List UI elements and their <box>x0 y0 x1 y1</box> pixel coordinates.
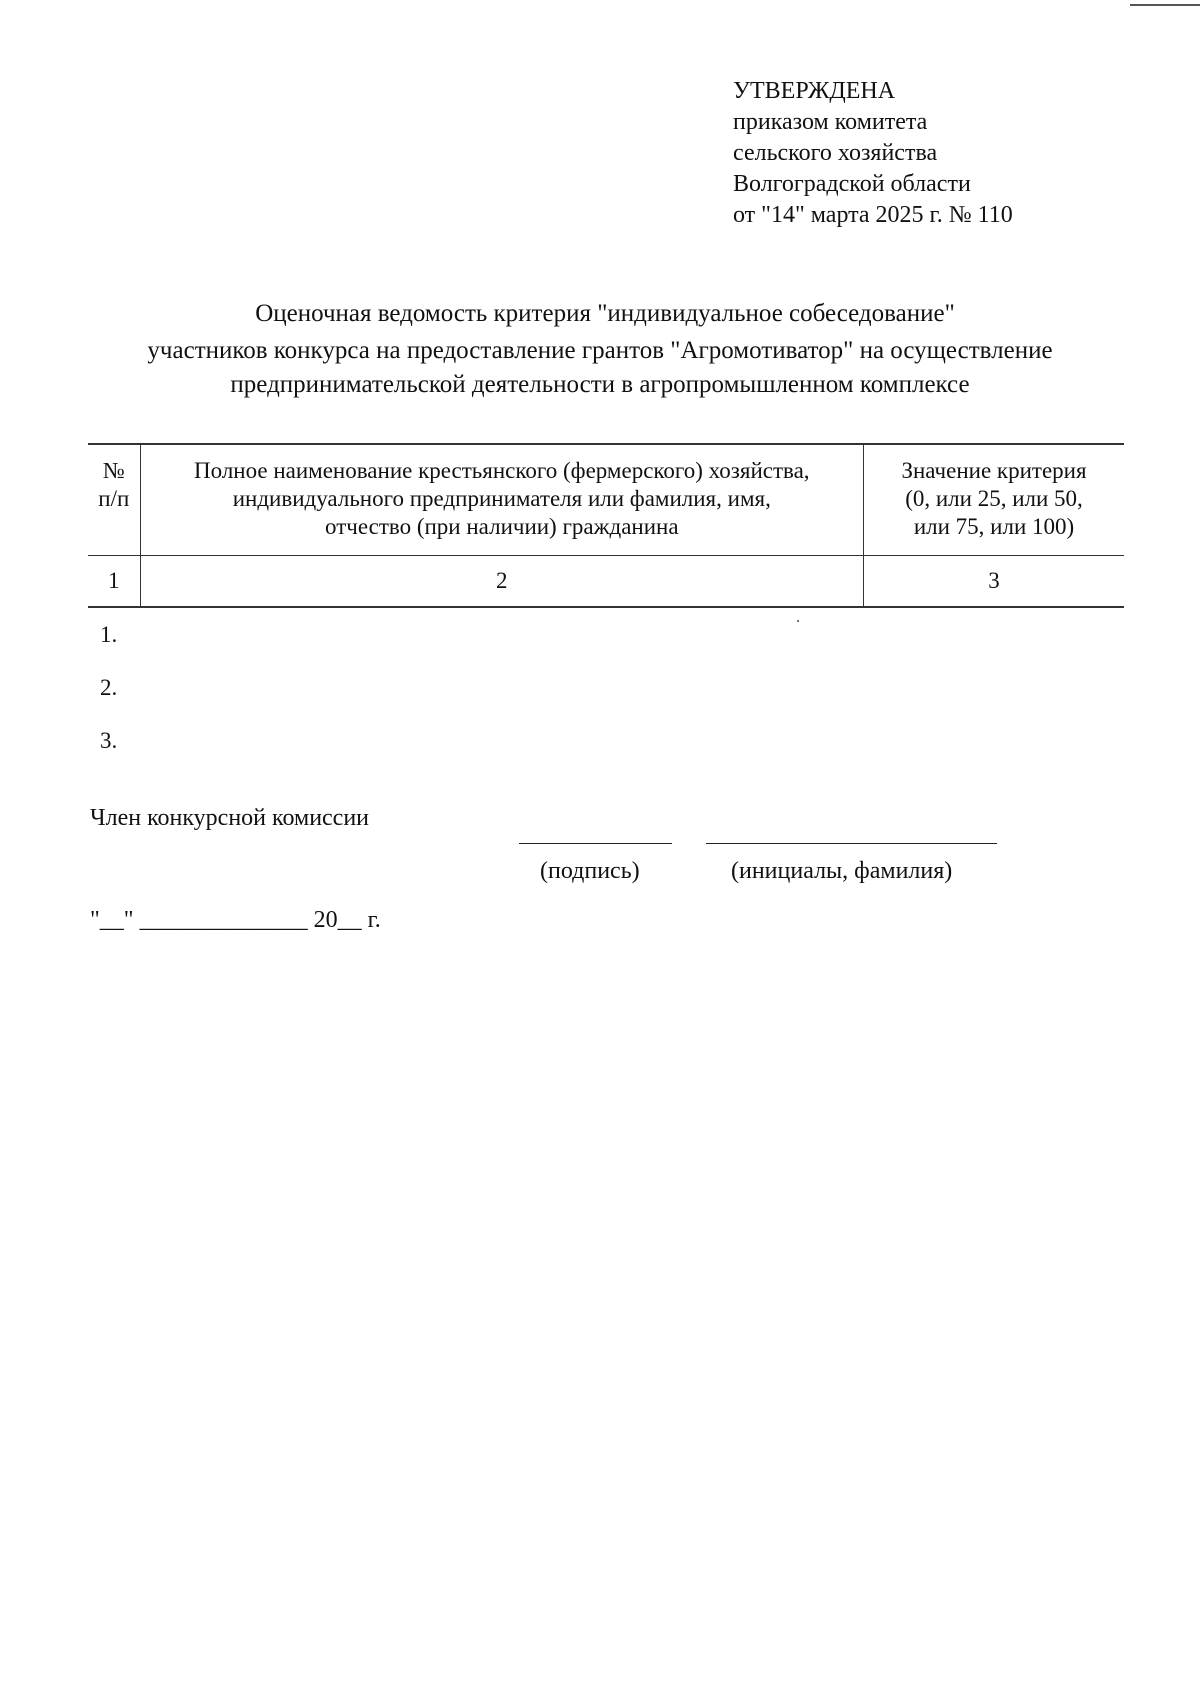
title-line-2: участников конкурса на предоставление грантов "Агромотиватор" на осуществление <box>147 337 1053 364</box>
approval-line-2: сельского хозяйства <box>733 140 938 166</box>
list-item: 2. <box>100 675 118 700</box>
participant-rows <box>100 623 117 782</box>
header-name-line-1: Полное наименование крестьянского (фермерского) хозяйства, <box>194 458 810 483</box>
column-number-3: 3 <box>863 556 1124 608</box>
header-number-line-1: № <box>102 458 125 483</box>
column-number-2: 2 <box>140 556 863 608</box>
title-line-3: предпринимательской деятельности в агропромышленном комплексе <box>230 371 970 398</box>
header-criterion-line-3: или 75, или 100) <box>913 514 1075 539</box>
name-caption: (инициалы, фамилия) <box>731 858 953 884</box>
list-item: 1. <box>100 622 118 647</box>
signature-caption: (подпись) <box>540 858 640 884</box>
list-item: 3. <box>100 728 118 753</box>
approval-heading: УТВЕРЖДЕНА <box>733 78 896 104</box>
approval-line-3: Волгоградской области <box>733 171 971 197</box>
date-line: "__" ______________ 20__ г. <box>90 907 381 933</box>
table-header-row <box>88 444 1124 556</box>
column-number-1: 1 <box>88 556 140 608</box>
header-criterion-value <box>863 444 1124 556</box>
signature-line <box>519 843 672 844</box>
approval-line-1: приказом комитета <box>733 109 928 135</box>
column-number-row <box>88 556 1124 608</box>
evaluation-table <box>88 443 1124 608</box>
header-number-line-2: п/п <box>98 486 130 511</box>
header-name-line-2: индивидуального предпринимателя или фамилия, имя, <box>232 486 771 511</box>
header-name <box>140 444 863 556</box>
header-name-line-3: отчество (при наличии) гражданина <box>325 514 679 539</box>
name-line <box>706 843 997 844</box>
title-line-1: Оценочная ведомость критерия "индивидуальное собеседование" <box>255 300 955 327</box>
header-criterion-line-1: Значение критерия <box>901 458 1087 483</box>
approval-block <box>733 76 1013 231</box>
header-criterion-line-2: (0, или 25, или 50, <box>905 486 1083 511</box>
document-title <box>0 297 1200 402</box>
approval-line-4: от "14" марта 2025 г. № 110 <box>733 202 1013 228</box>
header-number <box>88 444 140 556</box>
commission-member-label: Член конкурсной комиссии <box>90 805 370 831</box>
scan-speck <box>797 620 799 622</box>
scan-edge-mark <box>1130 4 1200 6</box>
